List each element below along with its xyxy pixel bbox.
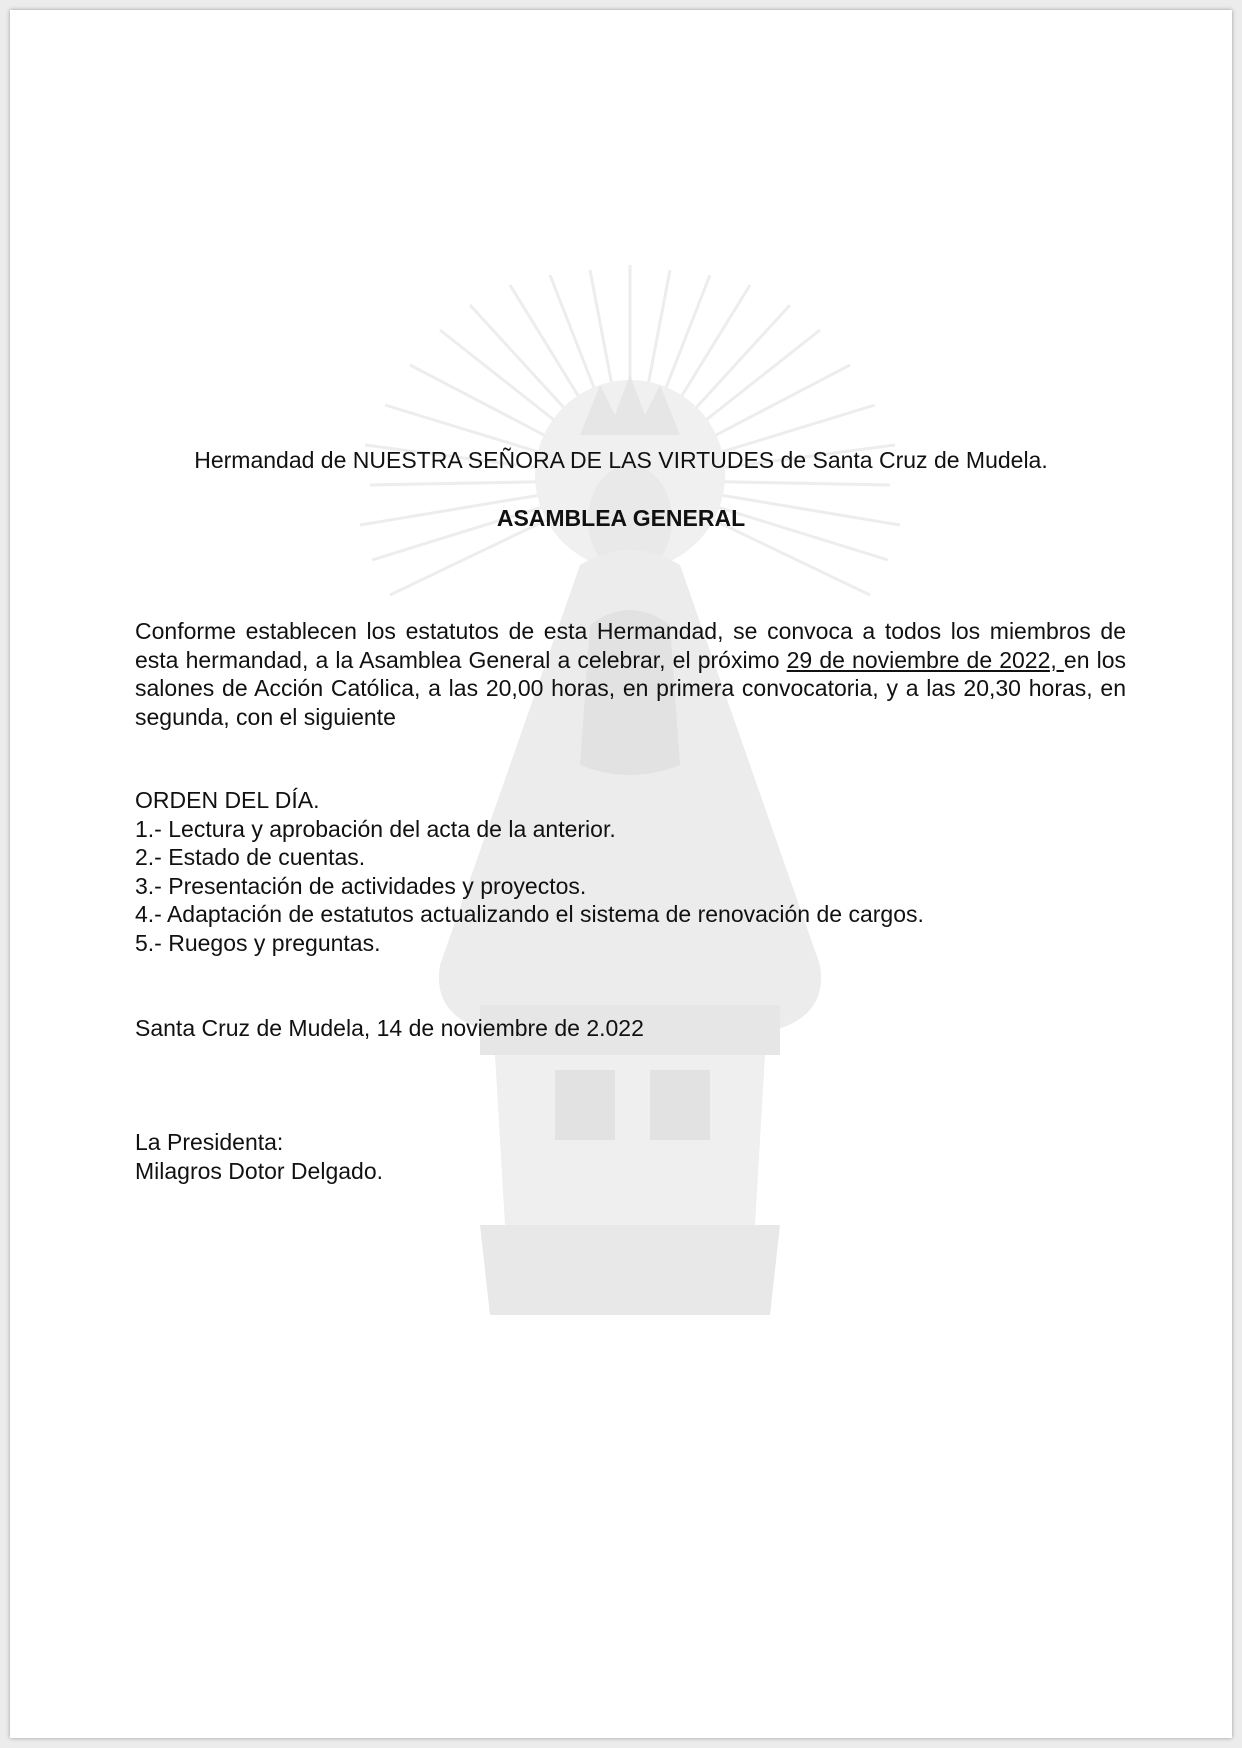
agenda-item: 5.- Ruegos y preguntas. [135, 929, 381, 956]
convocation-text-after: en los salones de Acción Católica, a las 20,00 horas, en primera convocatoria, y a las 20,30 horas, en segunda, con el siguiente [135, 646, 1127, 730]
signer-role: La Presidenta: [135, 1129, 284, 1155]
meeting-date: 29 de noviembre de 2022, [786, 646, 1064, 673]
agenda-item: 4.- Adaptación de estatutos actualizando el sistema de renovación de cargos. [135, 901, 924, 927]
place-and-date: Santa Cruz de Mudela, 14 de noviembre de 2.022 [135, 1015, 644, 1041]
document-title: ASAMBLEA GENERAL [496, 505, 746, 531]
signature-block [135, 1128, 383, 1185]
organization-heading: Hermandad de NUESTRA SEÑORA DE LAS VIRTUDES de Santa Cruz de Mudela. [194, 447, 1048, 473]
agenda-item: 2.- Estado de cuentas. [135, 844, 366, 870]
signer-name: Milagros Dotor Delgado. [135, 1157, 384, 1184]
convocation-text-before: Conforme establecen los estatutos de esta Hermandad, se convoca a todos los miembros de esta hermandad, a la Asamblea General a celebrar, el próximo [135, 618, 1126, 673]
convocation-paragraph [135, 617, 1126, 731]
agenda-item: 3.- Presentación de actividades y proyectos. [135, 872, 587, 899]
agenda-heading: ORDEN DEL DÍA. [135, 787, 320, 813]
document-page [10, 10, 1232, 1738]
document-body [10, 10, 1232, 1738]
agenda-item: 1.- Lectura y aprobación del acta de la anterior. [135, 815, 616, 842]
agenda [135, 786, 924, 957]
